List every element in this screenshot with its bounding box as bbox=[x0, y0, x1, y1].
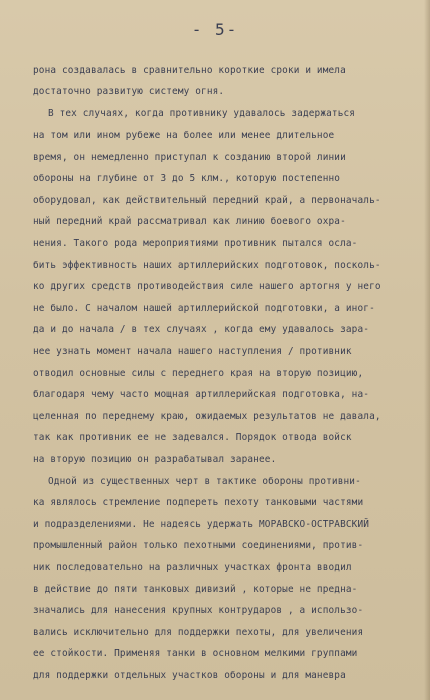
text-line: Одной из существенных черт в тактике обороны противни- bbox=[48, 476, 361, 487]
text-line: нения. Такого рода мероприятиями противник пытался осла- bbox=[33, 238, 358, 249]
text-line: значались для нанесения крупных контрударов , а использо- bbox=[33, 605, 364, 616]
text-line: ка являлось стремление подпереть пехоту танковыми частями bbox=[33, 497, 364, 508]
text-line: в действие до пяти танковых дивизий , которые не предна- bbox=[33, 584, 358, 595]
text-line: для поддержки отдельных участков обороны и для маневра bbox=[33, 670, 346, 681]
text-line: ее стойкости. Применяя танки в основном мелкими группами bbox=[33, 648, 358, 659]
text-line: не было. С началом нашей артиллерийской подготовки, а иног- bbox=[33, 303, 375, 314]
text-line: вались исключительно для поддержки пехоты, для увеличения bbox=[33, 627, 364, 638]
text-line: нее узнать момент начала нашего наступления / противник bbox=[33, 346, 352, 357]
text-line: ник последовательно на различных участках фронта вводил bbox=[33, 562, 352, 573]
text-line: рона создавалась в сравнительно короткие сроки и имела bbox=[33, 65, 346, 76]
text-line: отводил основные силы с переднего края на вторую позицию, bbox=[33, 368, 364, 379]
text-line: и подразделениями. Не надеясь удержать МОРАВСКО-ОСТРАВСКИЙ bbox=[33, 519, 370, 530]
text-line: достаточно развитую систему огня. bbox=[33, 86, 225, 97]
text-line: промышленный район только пехотными соединениями, против- bbox=[33, 540, 364, 551]
text-line: В тех случаях, когда противнику удавалось задержаться bbox=[48, 108, 356, 119]
text-line: бить эффективность наших артиллерийских подготовок, посколь- bbox=[33, 260, 381, 271]
text-line: ный передний край рассматривал как линию боевого охра- bbox=[33, 216, 346, 227]
text-line: обороны на глубине от 3 до 5 клм., которую постепенно bbox=[33, 173, 341, 184]
text-line: ко других средств противодействия силе нашего артогня у него bbox=[33, 281, 381, 292]
page-number: - 5- bbox=[191, 20, 239, 39]
text-line: оборудовал, как действительный передний край, а первоначаль- bbox=[33, 195, 381, 206]
text-line: благодаря чему часто мощная артиллерийская подготовка, на- bbox=[33, 389, 370, 400]
text-line: да и до начала / в тех случаях , когда ему удавалось зара- bbox=[33, 324, 370, 335]
text-line: целенная по переднему краю, ожидаемых результатов не давала, bbox=[33, 411, 381, 422]
page-edge-shadow bbox=[424, 0, 430, 700]
text-line: на вторую позицию он разрабатывал заранее. bbox=[33, 454, 277, 465]
text-line: так как противник ее не задевался. Порядок отвода войск bbox=[33, 432, 352, 443]
text-line: время, он немедленно приступал к созданию второй линии bbox=[33, 152, 346, 163]
text-line: на том или ином рубеже на более или менее длительное bbox=[33, 130, 335, 141]
